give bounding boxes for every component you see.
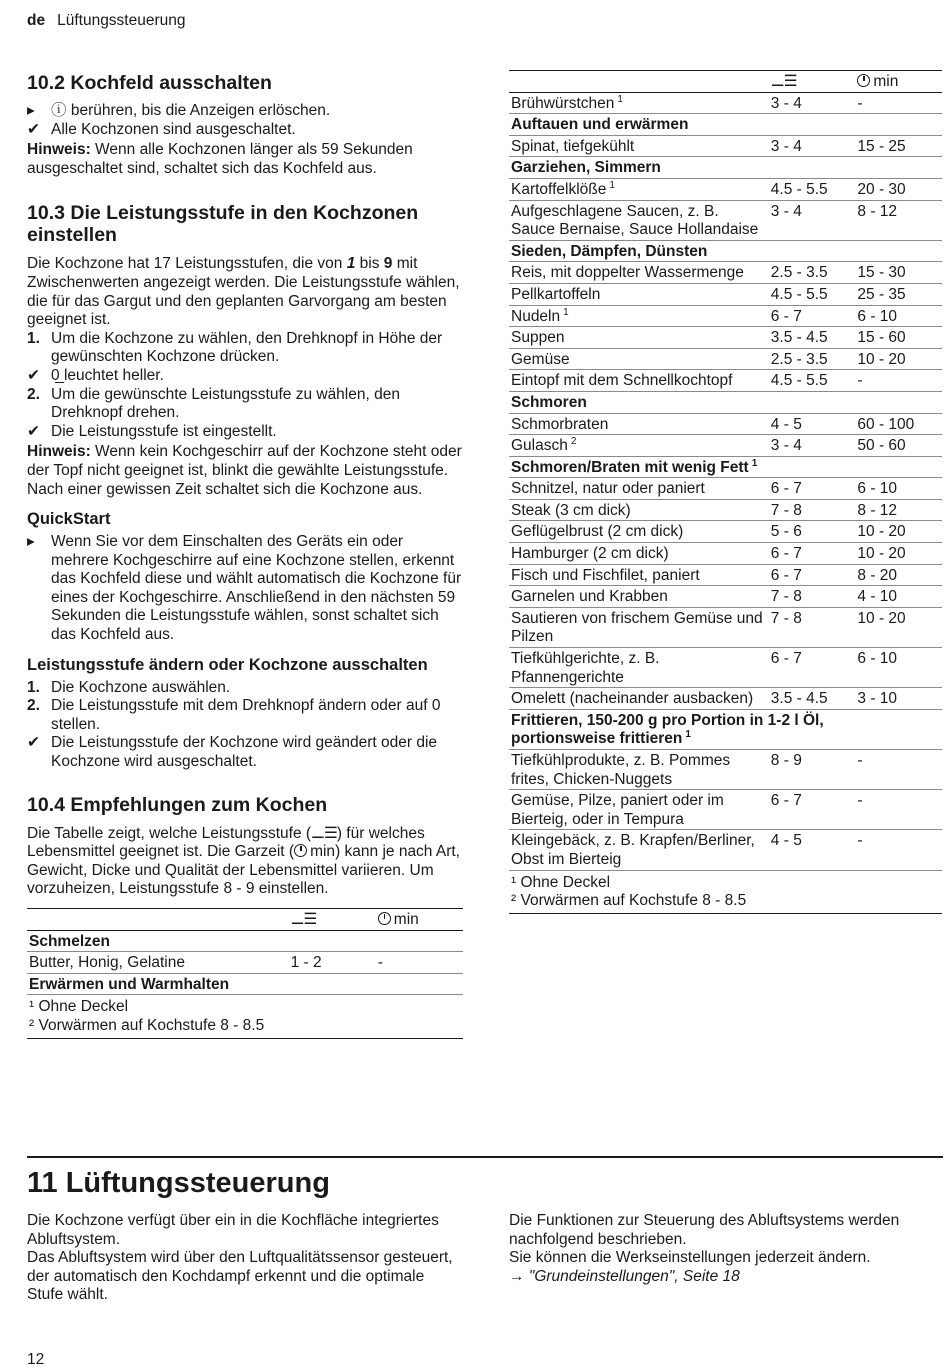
level-cell: 1 - 2	[290, 954, 322, 972]
level-cell: 4 - 5	[770, 832, 802, 850]
level-cell: 7 - 8	[770, 588, 802, 606]
food-text: Schnitzel, natur oder paniert	[511, 480, 705, 498]
table-row	[509, 283, 942, 305]
clock-icon	[378, 912, 391, 925]
numbered-step	[27, 679, 463, 698]
checkmark-icon: ✔	[27, 120, 40, 138]
food-cell	[509, 413, 769, 435]
power-level-icon: ⚊☰	[770, 73, 797, 90]
note	[27, 141, 463, 178]
table-row	[509, 305, 942, 327]
footnote-cell	[509, 870, 942, 913]
empty-cell	[855, 391, 942, 413]
section-10-4-title: 10.4 Empfehlungen zum Kochen	[27, 793, 328, 816]
step-number: 1.	[27, 329, 40, 347]
food-text: Nudeln	[511, 307, 561, 325]
intro-text-c: ) kann je nach Art, Gewicht, Dicke und Qualität der Lebensmittel variieren. Um vorzuheizen, Leistungsstufe 8 - 9 einstellen.	[27, 843, 460, 898]
footnote-marker: 1	[685, 729, 691, 741]
checkmark-icon: ✔	[27, 734, 40, 752]
time-cell: 15 - 25	[857, 137, 906, 155]
food-cell	[509, 178, 769, 200]
food-cell	[509, 750, 769, 790]
paragraph: Sie können die Werkseinstellungen jederzeit ändern.	[509, 1249, 871, 1267]
food-cell	[509, 648, 769, 688]
time-cell: 10 - 20	[857, 350, 906, 368]
section-11-title: 11 Lüftungssteuerung	[27, 1167, 330, 1199]
table-footnotes	[509, 870, 942, 913]
level-cell: 7 - 8	[770, 609, 802, 627]
food-text: Reis, mit doppelter Wassermenge	[511, 264, 744, 282]
result-text: leuchtet heller.	[63, 366, 164, 384]
level-cell: 6 - 7	[770, 650, 802, 668]
power-icon: ⓘ	[51, 102, 67, 119]
result-step	[27, 423, 463, 442]
empty-cell	[855, 709, 942, 749]
food-text: Suppen	[511, 329, 565, 347]
food-text: Gemüse	[511, 350, 570, 368]
time-cell: 8 - 12	[857, 501, 898, 519]
table-category-row	[509, 456, 942, 478]
section-divider	[27, 1156, 943, 1158]
result-step	[27, 121, 463, 140]
minutes-label: min	[873, 73, 899, 90]
numbered-step	[27, 386, 463, 423]
step-text: berühren, bis die Anzeigen erlöschen.	[70, 102, 331, 119]
note-text: Wenn kein Kochgeschirr auf der Kochzone steht oder der Topf nicht geeignet ist, blinkt die gewählte Leistungsstufe. Nach einer gewissen Zeit schaltet sich die Kochzone aus.	[27, 443, 462, 498]
table-row	[509, 178, 942, 200]
food-cell	[509, 200, 769, 240]
page-header	[27, 12, 186, 31]
level-min-icon: 1	[346, 255, 356, 273]
step-text: Die Leistungsstufe mit dem Drehknopf ändern oder auf 0 stellen.	[51, 697, 441, 733]
food-text: Kartoffelklöße	[511, 180, 607, 198]
paragraph: Die Funktionen zur Steuerung des Abluftsystems werden nachfolgend beschrieben.	[509, 1212, 900, 1248]
table-row	[509, 478, 942, 500]
food-text: Schmorbraten	[511, 415, 609, 433]
food-cell	[509, 92, 769, 114]
food-text: Steak (3 cm dick)	[511, 501, 631, 519]
step-number: 2.	[27, 385, 40, 403]
table-row	[509, 327, 942, 349]
food-cell	[509, 478, 769, 500]
category-label	[509, 391, 855, 413]
footnote-marker: 1	[563, 306, 569, 318]
time-cell: -	[857, 792, 863, 810]
food-cell	[509, 499, 769, 521]
language-code: de	[27, 12, 46, 29]
result-step	[27, 734, 463, 771]
table-row	[509, 688, 942, 710]
result-text: Alle Kochzonen sind ausgeschaltet.	[51, 120, 296, 138]
time-cell: 10 - 20	[857, 609, 906, 627]
right-column	[509, 70, 942, 914]
intro-text-b: ) für welches Lebensmittel geeignet ist. Die Garzeit (	[27, 824, 425, 861]
table-row	[509, 607, 942, 647]
footnote-cell	[27, 995, 463, 1038]
table-category-row	[509, 709, 942, 749]
category-text: Schmoren/Braten mit wenig Fett	[511, 458, 749, 476]
intro-text-a: Die Kochzone hat 17 Leistungsstufen, die von	[27, 255, 343, 273]
time-cell: 50 - 60	[857, 437, 906, 455]
table-row	[509, 370, 942, 392]
time-cell: 20 - 30	[857, 180, 906, 198]
category-label	[27, 973, 376, 995]
table-category-row	[27, 930, 463, 952]
table-header-level	[769, 71, 856, 93]
level-max-icon: 9	[383, 255, 393, 273]
category-label	[509, 114, 855, 136]
instruction-step	[27, 102, 463, 121]
level-cell: 6 - 7	[770, 566, 802, 584]
numbered-step	[27, 697, 463, 734]
time-cell: 6 - 10	[857, 480, 898, 498]
empty-cell	[376, 930, 463, 952]
level-cell: 4 - 5	[770, 415, 802, 433]
arrow-marker-icon: ▸	[27, 533, 35, 551]
food-cell	[509, 688, 769, 710]
empty-cell	[855, 114, 942, 136]
category-label	[27, 930, 376, 952]
food-text: Garnelen und Krabben	[511, 588, 668, 606]
table-row	[509, 200, 942, 240]
table-row	[509, 499, 942, 521]
category-label	[509, 709, 855, 749]
empty-cell	[855, 240, 942, 262]
table-footnotes	[27, 995, 463, 1038]
time-cell: 25 - 35	[857, 285, 906, 303]
step-text: Um die gewünschte Leistungsstufe zu wählen, den Drehknopf drehen.	[51, 385, 400, 422]
time-cell: 15 - 60	[857, 329, 906, 347]
table-row	[509, 435, 942, 457]
step-text: Die Kochzone auswählen.	[51, 678, 231, 696]
minutes-label: min	[393, 911, 419, 928]
food-text: Gulasch	[511, 437, 568, 455]
level-cell: 8 - 9	[770, 752, 802, 769]
level-cell: 7 - 8	[770, 501, 802, 519]
food-text: Fisch und Fischfilet, paniert	[511, 566, 700, 584]
instruction-step	[27, 533, 463, 645]
footnote-marker: 1	[617, 93, 623, 105]
food-text: Sautieren von frischem Gemüse und Pilzen	[511, 609, 763, 646]
section-11-left-text	[27, 1212, 463, 1305]
food-cell	[509, 543, 769, 565]
table-category-row	[509, 157, 942, 179]
table-category-row	[27, 973, 463, 995]
food-text: Pellkartoffeln	[511, 285, 601, 303]
step-text: Wenn Sie vor dem Einschalten des Geräts ein oder mehrere Kochgeschirre auf eine Kochzone stellen, erkennt das Kochfeld diese und wählt automatisch die Kochzone für eines der Kochgeschirre. Anschließend in den nächsten 59 Sekunden die Leistungsstufe wählen, sonst schaltet sich das Kochfeld aus.	[51, 533, 462, 644]
food-cell	[509, 830, 769, 870]
note-label: Hinweis:	[27, 141, 91, 159]
food-text: Spinat, tiefgekühlt	[511, 137, 635, 155]
table-category-row	[509, 114, 942, 136]
arrow-marker-icon: ▸	[27, 102, 35, 119]
level-cell: 6 - 7	[770, 480, 802, 498]
level-cell: 3 - 4	[770, 137, 802, 155]
footnote-marker: 1	[609, 179, 615, 191]
cross-reference-link[interactable]: "Grundeinstellungen", Seite 18	[528, 1267, 740, 1285]
time-cell: 6 - 10	[857, 307, 898, 325]
food-cell	[509, 262, 769, 284]
time-cell: 3 - 10	[857, 690, 898, 708]
category-label	[509, 157, 855, 179]
category-label	[509, 240, 855, 262]
level-cell: 6 - 7	[770, 792, 802, 810]
cross-reference	[509, 1268, 942, 1287]
time-cell: -	[377, 954, 383, 972]
step-number: 1.	[27, 678, 40, 696]
level-cell: 3 - 4	[770, 437, 802, 455]
time-cell: 10 - 20	[857, 545, 906, 563]
step-text: Um die Kochzone zu wählen, den Drehknopf in Höhe der gewünschten Kochzone drücken.	[51, 329, 443, 366]
category-text: Garziehen, Simmern	[511, 159, 661, 177]
level-cell: 6 - 7	[770, 307, 802, 325]
power-level-icon: ⚊☰	[290, 911, 317, 928]
table-header-time	[376, 909, 463, 931]
level-cell: 4.5 - 5.5	[770, 372, 828, 390]
food-cell	[509, 135, 769, 157]
food-text: Gemüse, Pilze, paniert oder im Bierteig, oder in Tempura	[511, 792, 724, 828]
table-row	[509, 648, 942, 688]
change-level-title: Leistungsstufe ändern oder Kochzone ausschalten	[27, 655, 428, 674]
time-cell: -	[857, 94, 863, 112]
level-cell: 6 - 7	[770, 545, 802, 563]
food-cell	[509, 521, 769, 543]
table-row	[509, 413, 942, 435]
table-row	[509, 564, 942, 586]
food-text: Butter, Honig, Gelatine	[29, 954, 185, 972]
category-text: Auftauen und erwärmen	[511, 116, 689, 134]
table-header-time	[855, 71, 942, 93]
result-text: Die Leistungsstufe der Kochzone wird geändert oder die Kochzone wird ausgeschaltet.	[51, 734, 438, 771]
level-cell: 3.5 - 4.5	[770, 329, 828, 347]
checkmark-icon: ✔	[27, 422, 40, 440]
section-10-3-title: 10.3 Die Leistungsstufe in den Kochzonen einstellen	[27, 202, 419, 247]
table-category-row	[509, 240, 942, 262]
note	[27, 443, 463, 499]
table-row	[509, 830, 942, 870]
level-cell: 4.5 - 5.5	[770, 180, 828, 198]
food-cell	[509, 348, 769, 370]
category-text: Erwärmen und Warmhalten	[29, 975, 230, 993]
food-cell	[27, 952, 289, 974]
table-row	[509, 543, 942, 565]
cooking-table-right	[509, 70, 942, 914]
intro-text-b: mit Zwischenwerten angezeigt werden. Die Leistungsstufe wählen, die für das Gargut und den geplanten Garvorgang am besten geeignet ist.	[27, 255, 460, 329]
level-cell: 3 - 4	[770, 202, 802, 220]
food-text: Omelett (nacheinander ausbacken)	[511, 690, 754, 708]
clock-icon	[857, 74, 870, 87]
step-number: 2.	[27, 697, 40, 715]
table-row	[509, 750, 942, 790]
time-cell: -	[857, 752, 863, 769]
level-cell: 4.5 - 5.5	[770, 285, 828, 303]
category-text: Schmelzen	[29, 932, 110, 950]
intro-paragraph	[27, 255, 463, 329]
arrow-right-icon: →	[509, 1267, 525, 1285]
category-label	[509, 456, 855, 478]
food-cell	[509, 327, 769, 349]
note-label: Hinweis:	[27, 443, 91, 461]
table-row	[509, 348, 942, 370]
intro-text-mid: bis	[359, 255, 380, 273]
paragraph: Die Kochzone verfügt über ein in die Kochfläche integriertes Abluftsystem.	[27, 1212, 439, 1248]
food-text: Eintopf mit dem Schnellkochtopf	[511, 372, 733, 390]
table-row	[509, 92, 942, 114]
power-level-icon: ⚊☰	[311, 824, 337, 842]
footnote: ² Vorwärmen auf Kochstufe 8 - 8.5	[511, 892, 747, 910]
category-text: Frittieren, 150-200 g pro Portion in 1-2 l Öl, portionsweise frittieren	[511, 711, 824, 748]
level-cell: 2.5 - 3.5	[770, 264, 828, 282]
time-cell: 8 - 12	[857, 202, 898, 220]
table-row	[27, 952, 463, 974]
cooking-table-left	[27, 908, 463, 1039]
empty-cell	[855, 157, 942, 179]
table-row	[509, 521, 942, 543]
food-text: Brühwürstchen	[511, 94, 615, 112]
level-cell: 2.5 - 3.5	[770, 350, 828, 368]
food-cell	[509, 607, 769, 647]
clock-icon	[294, 844, 307, 857]
level-cell: 3 - 4	[770, 94, 802, 112]
category-text: Schmoren	[511, 393, 587, 411]
time-cell: 60 - 100	[857, 415, 915, 433]
time-cell: 6 - 10	[857, 650, 898, 668]
time-cell: 15 - 30	[857, 264, 906, 282]
footnote: ¹ Ohne Deckel	[511, 873, 611, 891]
time-cell: -	[857, 832, 863, 850]
empty-cell	[855, 456, 942, 478]
note-text: Wenn alle Kochzonen länger als 59 Sekunden ausgeschaltet sind, schaltet sich das Kochfeld aus.	[27, 141, 413, 177]
food-cell	[509, 435, 769, 457]
food-cell	[509, 283, 769, 305]
minutes-label: min	[310, 843, 336, 861]
level-cell: 3.5 - 4.5	[770, 690, 828, 708]
intro-text-a: Die Tabelle zeigt, welche Leistungsstufe (	[27, 824, 312, 842]
table-row	[509, 790, 942, 830]
section-10-2-title: 10.2 Kochfeld ausschalten	[27, 72, 272, 94]
empty-cell	[376, 973, 463, 995]
food-text: Aufgeschlagene Saucen, z. B. Sauce Bernaise, Sauce Hollandaise	[511, 202, 759, 239]
zone-indicator-icon: 0̲	[51, 366, 60, 384]
time-cell: 10 - 20	[857, 523, 906, 541]
food-text: Tiefkühlprodukte, z. B. Pommes frites, Chicken-Nuggets	[511, 752, 731, 788]
table-header-row	[27, 909, 463, 931]
footnote: ¹ Ohne Deckel	[29, 998, 129, 1016]
result-step	[27, 367, 463, 386]
table-row	[509, 262, 942, 284]
food-text: Geflügelbrust (2 cm dick)	[511, 523, 684, 541]
numbered-step	[27, 330, 463, 367]
food-cell	[509, 790, 769, 830]
food-cell	[509, 564, 769, 586]
level-cell: 5 - 6	[770, 523, 802, 541]
quickstart-title: QuickStart	[27, 510, 111, 529]
food-cell	[509, 305, 769, 327]
table-row	[509, 586, 942, 608]
result-text: Die Leistungsstufe ist eingestellt.	[51, 422, 277, 440]
time-cell: 8 - 20	[857, 566, 898, 584]
table-category-row	[509, 391, 942, 413]
time-cell: -	[857, 372, 863, 390]
section-11-right-text	[509, 1212, 942, 1286]
left-column	[27, 70, 463, 1039]
paragraph: Das Abluftsystem wird über den Luftqualitätssensor gesteuert, der automatisch den Kochdampf erkennt und die optimale Stufe wählt.	[27, 1249, 453, 1304]
food-cell	[509, 370, 769, 392]
table-header-level	[289, 909, 376, 931]
food-text: Hamburger (2 cm dick)	[511, 545, 669, 563]
footnote: ² Vorwärmen auf Kochstufe 8 - 8.5	[29, 1016, 265, 1034]
food-text: Tiefkühlgerichte, z. B. Pfannengerichte	[511, 650, 660, 686]
category-text: Sieden, Dämpfen, Dünsten	[511, 242, 708, 260]
page-number: 12	[27, 1351, 45, 1368]
footnote-marker: 1	[751, 457, 758, 469]
intro-paragraph	[27, 825, 463, 899]
footnote-marker: 2	[570, 436, 577, 448]
table-header-row	[509, 71, 942, 93]
checkmark-icon: ✔	[27, 366, 40, 384]
table-header-food	[509, 71, 769, 93]
running-section-title: Lüftungssteuerung	[57, 12, 186, 29]
table-row	[509, 135, 942, 157]
food-cell	[509, 586, 769, 608]
table-header-food	[27, 909, 289, 931]
time-cell: 4 - 10	[857, 588, 898, 606]
food-text: Kleingebäck, z. B. Krapfen/Berliner, Obst im Bierteig	[511, 832, 755, 868]
